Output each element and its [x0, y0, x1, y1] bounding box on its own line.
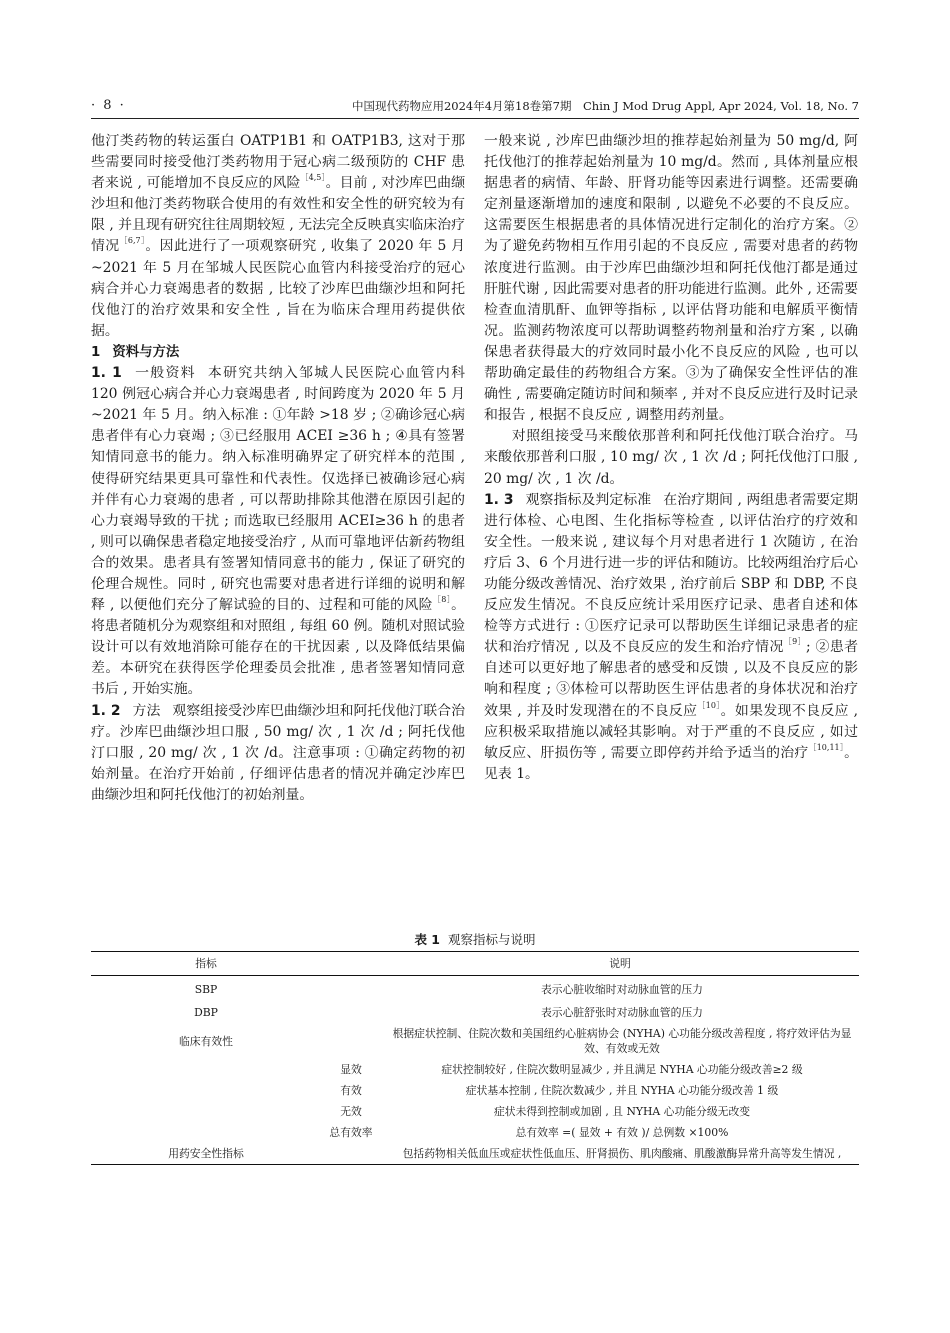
- header-description: 说明: [381, 952, 859, 976]
- table-label: 表 1: [414, 932, 441, 947]
- table-row: 用药安全性指标 包括药物相关低血压或症状性低血压、肝肾损伤、肌肉酸痛、肌酸激酶异常升高等发生情况 ,: [91, 1143, 859, 1165]
- table-row: SBP 表示心脏收缩时对动脉血管的压力: [194, 982, 703, 996]
- header-rule: [91, 118, 859, 119]
- table-row: 显效 症状控制较好 , 住院次数明显减少 , 并且满足 NYHA 心功能分级改善≥2 级: [340, 1063, 803, 1076]
- table-row: 无效 症状未得到控制或加剧 , 且 NYHA 心功能分级无改变: [340, 1105, 751, 1118]
- citation-ref: ［10］: [697, 700, 721, 710]
- citation-ref: ［6,7］: [119, 236, 146, 246]
- journal-citation: 中国现代药物应用2024年4月第18卷第7期 Chin J Mod Drug Appl, Apr 2024, Vol. 18, No. 7: [351, 99, 859, 113]
- table-row: 有效 症状基本控制 , 住院次数减少 , 并且 NYHA 心功能分级改善 1 级: [340, 1084, 779, 1097]
- table-row: DBP 表示心脏舒张时对动脉血管的压力: [194, 1006, 703, 1019]
- subsection-general-info: 1. 1 一般资料 本研究共纳入邹城人民医院心血管内科 120 例冠心病合并心力衰竭患者 , 时间跨度为 2020 年 5 月 ~2021 年 5 月。纳入标准 : ①年龄 >18 岁 ; ②确诊冠心病患者伴有心力衰竭 ; ③已经服用 ACEI ≥36 h ; ④具有签署知情同意书的能力。纳入标准明确界定了研究样本的范围 , 使得研究结果更具可靠性和代表性。仅选择已被确诊冠心病并伴有心力衰竭的患者 , 可以帮助排除其他潜在原因引起的心力衰竭导致的干扰 ; 而选取已经服用 ACEI≥36 h 的患者 , 则可以确保患者稳定地接受治疗 , 从而可靠地评估新药物组合的效果。患者具有签署知情同意书的能力 , 保证了研究的伦理合规性。同时 , 研究也需要对患者进行详细的说明和解释 , 以便他们充分了解试验的目的、过程和可能的风险$^{[8]}$。将患者随机分为观察组和对照组 , 每组 60 例。随机对照试验设计可以有效地消除可能存在的干扰因素 , 以及降低结果偏差。本研究在获得医学伦理委员会批准 , 患者签署知情同意书后 , 开始实施。: [91, 365, 466, 698]
- citation-ref: ［10,11］: [808, 742, 845, 752]
- subsection-methods: 1. 2 方法 观察组接受沙库巴曲缬沙坦和阿托伐他汀联合治疗。沙库巴曲缬沙坦口服 , 50 mg/ 次 , 1 次 /d ; 阿托伐他汀口服 , 20 mg/ 次 , 1 次 /d。注意事项 : ①确定药物的初始剂量。在治疗开始前 , 仔细评估患者的情况并确定沙库巴曲缬沙坦和阿托伐他汀的初始剂量。: [91, 702, 465, 803]
- table-row: 临床有效性 根据症状控制、住院次数和美国纽约心脏病协会 (NYHA) 心功能分级改善程度 , 将疗效评估为显效、有效或无效: [179, 1027, 852, 1055]
- table-row: 总有效率 总有效率 =( 显效 + 有效 )/ 总例数 ×100%: [329, 1126, 729, 1139]
- page-header: [91, 96, 859, 118]
- subsection-indicators: 1. 3 观察指标及判定标准 在治疗期间 , 两组患者需要定期进行体检、心电图、生化指标等检查 , 以评估治疗的疗效和安全性。一般来说 , 建议每个月对患者进行 1 次随访 , 在治疗后 3、6 个月进行进一步的评估和随访。比较两组治疗后心功能分级改善情况、治疗效果 , 治疗前后 SBP 和 DBP, 不良反应发生情况。不良反应统计采用医疗记录、患者自述和体检等方式进行 : ①医疗记录可以帮助医生详细记录患者的症状和治疗情况 , 以及不良反应的发生和治疗情况$^{[9]}$; ②患者自述可以更好地了解患者的感受和反馈 , 以及不良反应的影响和程度 ; ③体检可以帮助医生评估患者的身体状况和治疗效果 , 并及时发现潜在的不良反应$^{[10]}$。如果发现不良反应 , 应积极采取措施以减轻其影响。对于严重的不良反应 , 如过敏反应、肝损伤等 , 需要立即停药并给予适当的治疗$^{[10,11]}$。见表 1。: [484, 491, 859, 782]
- page-number: · 8 ·: [91, 98, 126, 113]
- table-caption: [91, 930, 859, 948]
- right-column: [484, 131, 858, 785]
- control-group-paragraph: 对照组接受马来酸依那普利和阿托伐他汀联合治疗。马来酸依那普利口服 , 10 mg/ 次 , 1 次 /d ; 阿托伐他汀口服 , 20 mg/ 次 , 1 次 /d。: [484, 428, 858, 487]
- table-header-row: [91, 952, 859, 976]
- intro-paragraph: 他汀类药物的转运蛋白 OATP1B1 和 OATP1B3, 这对于那些需要同时接受他汀类药物用于冠心病二级预防的 CHF 患者来说 , 可能增加不良反应的风险$^{[4,5]}$。目前 , 对沙库巴曲缬沙坦和他汀类药物联合使用的有效性和安全性的研究较为有限 , 并且现有研究往往周期较短 , 无法完全反映真实临床治疗情况$^{[6,7]}$。因此进行了一项观察研究 , 收集了 2020 年 5 月 ~2021 年 5 月在邹城人民医院心血管内科接受治疗的冠心病合并心力衰竭患者的数据 , 比较了沙库巴曲缬沙坦和阿托伐他汀的治疗效果和安全性 , 旨在为临床合理用药提供依据。: [91, 133, 465, 339]
- citation-ref: ［8］: [432, 595, 452, 605]
- table-title: 观察指标与说明: [448, 932, 536, 947]
- header-indicator: 指标: [91, 952, 321, 976]
- citation-ref: ［4,5］: [300, 173, 326, 183]
- observation-table: [91, 951, 859, 1165]
- section-heading: 1 资料与方法: [91, 344, 180, 360]
- methods-continued: 一般来说 , 沙库巴曲缬沙坦的推荐起始剂量为 50 mg/d, 阿托伐他汀的推荐起始剂量为 10 mg/d。然而 , 具体剂量应根据患者的病情、年龄、肝肾功能等因素进行调整。还需要确定剂量逐渐增加的速度和限制 , 以避免不必要的不良反应。这需要医生根据患者的具体情况进行定制化的治疗方案。②为了避免药物相互作用引起的不良反应 , 需要对患者的药物浓度进行监测。由于沙库巴曲缬沙坦和阿托伐他汀都是通过肝脏代谢 , 因此需要对患者的肝功能进行监测。此外 , 还需要检查血清肌酐、血钾等指标 , 以评估肾功能和电解质平衡情况。监测药物浓度可以帮助调整药物剂量和治疗方案 , 以确保患者获得最大的疗效同时最小化不良反应的风险 , 也可以帮助确定最佳的药物组合方案。③为了确保安全性评估的准确性 , 需要确定随访时间和频率 , 并对不良反应进行及时记录和报告 , 根据不良反应 , 调整用药剂量。: [484, 133, 858, 424]
- citation-ref: ［9］: [783, 637, 807, 647]
- left-column: [91, 131, 465, 806]
